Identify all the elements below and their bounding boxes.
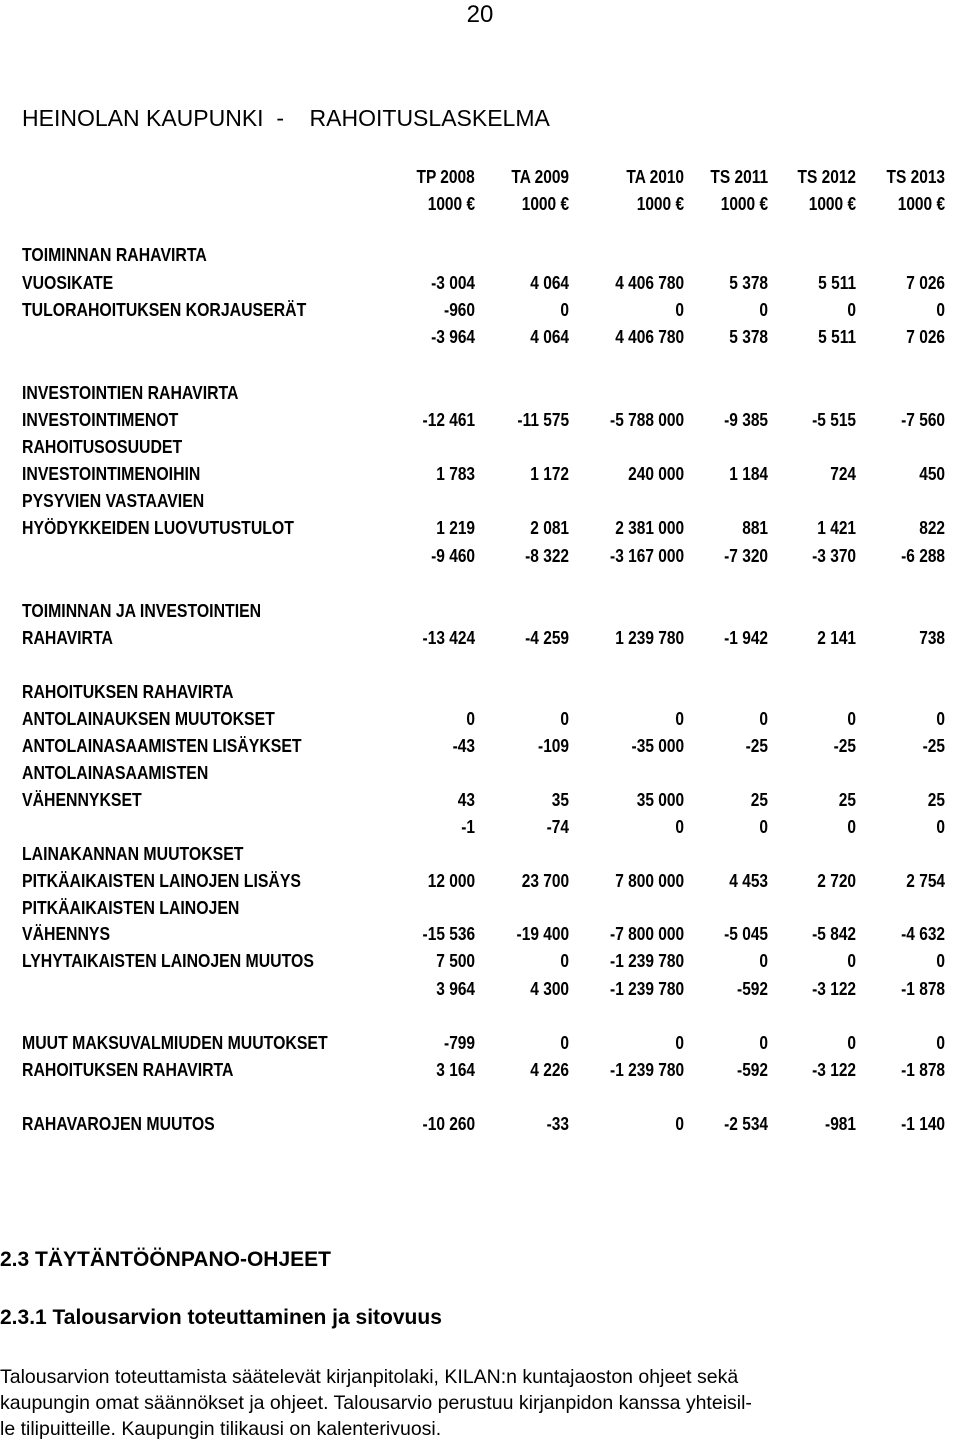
row-value: -3 167 000 — [609, 546, 684, 566]
row-label: LYHYTAIKAISTEN LAINOJEN MUUTOS — [22, 951, 314, 971]
row-value: 35 000 — [636, 790, 684, 810]
row-value: -592 — [737, 979, 768, 999]
row-value: -1 239 780 — [609, 1060, 684, 1080]
table-row — [0, 434, 960, 461]
row-value: 1 219 — [436, 518, 475, 538]
row-value: 5 511 — [818, 327, 856, 347]
row-label: INVESTOINTIMENOT — [22, 410, 179, 430]
row-value: 0 — [936, 817, 945, 837]
column-unit: 1000 € — [521, 194, 569, 214]
row-value: 0 — [675, 1033, 684, 1053]
row-label: RAHOITUKSEN RAHAVIRTA — [22, 1060, 234, 1080]
row-value: -35 000 — [631, 736, 684, 756]
row-label: RAHOITUSOSUUDET — [22, 437, 183, 457]
row-value: -109 — [538, 736, 569, 756]
column-year: TS 2013 — [886, 167, 945, 187]
row-value: 0 — [560, 300, 569, 320]
table-row — [0, 679, 960, 706]
row-value: -12 461 — [422, 410, 475, 430]
row-label: VUOSIKATE — [22, 273, 114, 293]
table-row — [0, 461, 960, 488]
row-label: INVESTOINTIEN RAHAVIRTA — [22, 383, 239, 403]
row-label: ANTOLAINASAAMISTEN — [22, 763, 209, 783]
row-value: 2 141 — [817, 628, 856, 648]
row-value: -5 788 000 — [609, 410, 684, 430]
row-value: 0 — [847, 1033, 856, 1053]
row-value: 23 700 — [521, 871, 569, 891]
row-value: 881 — [742, 518, 768, 538]
row-value: -15 536 — [422, 924, 475, 944]
table-row — [0, 948, 960, 975]
row-value: 7 500 — [436, 951, 475, 971]
row-value: 0 — [936, 1033, 945, 1053]
column-year: TA 2009 — [511, 167, 569, 187]
row-label: RAHAVAROJEN MUUTOS — [22, 1114, 215, 1134]
column-unit: 1000 € — [636, 194, 684, 214]
row-value: -9 460 — [431, 546, 475, 566]
row-value: -4 632 — [901, 924, 945, 944]
table-row — [0, 270, 960, 297]
row-value: 2 381 000 — [615, 518, 684, 538]
row-value: 0 — [560, 709, 569, 729]
table-row — [0, 921, 960, 948]
row-label: TOIMINNAN RAHAVIRTA — [22, 245, 207, 265]
row-value: 0 — [759, 1033, 768, 1053]
table-row — [0, 895, 960, 922]
row-value: -5 842 — [812, 924, 856, 944]
row-value: 7 026 — [906, 273, 945, 293]
row-value: 240 000 — [628, 464, 684, 484]
row-value: -7 560 — [901, 410, 945, 430]
row-label: MUUT MAKSUVALMIUDEN MUUTOKSET — [22, 1033, 328, 1053]
table-row — [0, 598, 960, 625]
row-value: 0 — [560, 951, 569, 971]
table-row — [0, 625, 960, 652]
row-value: 4 064 — [530, 273, 569, 293]
table-row — [0, 515, 960, 542]
section-heading: 2.3 TÄYTÄNTÖÖNPANO-OHJEET — [0, 1248, 331, 1271]
row-value: -3 964 — [431, 327, 475, 347]
row-value: -10 260 — [422, 1114, 475, 1134]
row-label: TULORAHOITUKSEN KORJAUSERÄT — [22, 300, 307, 320]
row-value: -5 045 — [724, 924, 768, 944]
table-row — [0, 488, 960, 515]
table-row — [0, 543, 960, 570]
row-value: 5 511 — [818, 273, 856, 293]
row-value: 0 — [936, 709, 945, 729]
column-unit: 1000 € — [808, 194, 856, 214]
row-value: 0 — [675, 817, 684, 837]
row-value: 4 453 — [729, 871, 768, 891]
page-number: 20 — [466, 1, 494, 28]
row-value: -1 878 — [901, 1060, 945, 1080]
row-value: 0 — [560, 1033, 569, 1053]
table-row — [0, 787, 960, 814]
table-row — [0, 1057, 960, 1084]
row-value: 0 — [675, 709, 684, 729]
table-row — [0, 297, 960, 324]
row-value: 2 081 — [530, 518, 569, 538]
row-value: -13 424 — [422, 628, 475, 648]
row-label: TOIMINNAN JA INVESTOINTIEN — [22, 601, 262, 621]
row-value: 0 — [847, 709, 856, 729]
row-value: 0 — [759, 951, 768, 971]
row-value: 25 — [927, 790, 945, 810]
row-value: 4 226 — [530, 1060, 569, 1080]
row-value: -74 — [546, 817, 569, 837]
row-value: 4 406 780 — [615, 273, 684, 293]
row-value: 0 — [675, 300, 684, 320]
row-value: 0 — [936, 951, 945, 971]
row-value: -25 — [833, 736, 856, 756]
row-value: 25 — [838, 790, 856, 810]
row-value: 3 964 — [436, 979, 475, 999]
row-value: 0 — [936, 300, 945, 320]
row-value: 12 000 — [427, 871, 475, 891]
row-value: -1 239 780 — [609, 951, 684, 971]
row-value: -1 140 — [901, 1114, 945, 1134]
row-value: 4 406 780 — [615, 327, 684, 347]
row-label: ANTOLAINASAAMISTEN LISÄYKSET — [22, 736, 302, 756]
column-unit: 1000 € — [427, 194, 475, 214]
table-row — [0, 706, 960, 733]
row-value: 1 783 — [436, 464, 475, 484]
row-label: ANTOLAINAUKSEN MUUTOKSET — [22, 709, 275, 729]
row-label: VÄHENNYS — [22, 924, 111, 944]
table-row — [0, 841, 960, 868]
column-unit: 1000 € — [720, 194, 768, 214]
row-value: -5 515 — [812, 410, 856, 430]
row-value: 0 — [847, 300, 856, 320]
column-year: TS 2011 — [710, 167, 768, 187]
table-row — [0, 976, 960, 1003]
row-value: -799 — [444, 1033, 475, 1053]
row-label: INVESTOINTIMENOIHIN — [22, 464, 201, 484]
row-value: -43 — [452, 736, 475, 756]
column-headers — [0, 164, 960, 220]
table-row — [0, 407, 960, 434]
row-value: -3 004 — [431, 273, 475, 293]
table-row — [0, 1030, 960, 1057]
row-value: -7 800 000 — [609, 924, 684, 944]
table-row — [0, 814, 960, 841]
row-value: -3 370 — [812, 546, 856, 566]
row-value: 5 378 — [729, 273, 768, 293]
row-value: -2 534 — [724, 1114, 768, 1134]
table-row — [0, 380, 960, 407]
row-value: -11 575 — [517, 410, 569, 430]
row-value: -25 — [922, 736, 945, 756]
row-value: 2 754 — [906, 871, 945, 891]
row-value: 724 — [830, 464, 856, 484]
row-label: PITKÄAIKAISTEN LAINOJEN LISÄYS — [22, 871, 301, 891]
column-year: TP 2008 — [416, 167, 475, 187]
row-value: -1 — [461, 817, 475, 837]
column-year: TS 2012 — [797, 167, 856, 187]
row-value: -1 239 780 — [609, 979, 684, 999]
row-label: RAHAVIRTA — [22, 628, 113, 648]
table-row — [0, 733, 960, 760]
row-value: -6 288 — [901, 546, 945, 566]
row-value: -3 122 — [812, 979, 856, 999]
row-label: PITKÄAIKAISTEN LAINOJEN — [22, 898, 240, 918]
row-value: 5 378 — [729, 327, 768, 347]
row-value: 7 026 — [906, 327, 945, 347]
row-value: -33 — [546, 1114, 569, 1134]
row-label: VÄHENNYKSET — [22, 790, 142, 810]
row-value: -1 942 — [724, 628, 768, 648]
row-label: PYSYVIEN VASTAAVIEN — [22, 491, 205, 511]
row-value: 4 300 — [530, 979, 569, 999]
row-label: RAHOITUKSEN RAHAVIRTA — [22, 682, 234, 702]
row-value: 450 — [919, 464, 945, 484]
row-value: -1 878 — [901, 979, 945, 999]
row-value: 4 064 — [530, 327, 569, 347]
row-value: -8 322 — [525, 546, 569, 566]
table-row — [0, 1111, 960, 1138]
row-value: -7 320 — [724, 546, 768, 566]
paragraph-line: Talousarvion toteuttamista säätelevät kirjanpitolaki, KILAN:n kuntajaoston ohjeet sekä — [0, 1366, 739, 1388]
row-value: 0 — [466, 709, 475, 729]
row-value: -3 122 — [812, 1060, 856, 1080]
row-label: LAINAKANNAN MUUTOKSET — [22, 844, 244, 864]
row-value: 0 — [759, 817, 768, 837]
row-value: 738 — [919, 628, 945, 648]
page-title: HEINOLAN KAUPUNKI - RAHOITUSLASKELMA — [22, 105, 550, 131]
row-value: 25 — [750, 790, 768, 810]
table-row — [0, 324, 960, 351]
row-label: HYÖDYKKEIDEN LUOVUTUSTULOT — [22, 518, 294, 538]
row-value: 0 — [847, 951, 856, 971]
table-row — [0, 242, 960, 269]
row-value: 0 — [847, 817, 856, 837]
subsection-heading: 2.3.1 Talousarvion toteuttaminen ja sitovuus — [0, 1306, 442, 1329]
table-row — [0, 760, 960, 787]
row-value: 2 720 — [817, 871, 856, 891]
paragraph-line: le tilipuitteille. Kaupungin tilikausi on kalenterivuosi. — [0, 1418, 442, 1440]
row-value: 1 172 — [530, 464, 569, 484]
row-value: -4 259 — [525, 628, 569, 648]
row-value: 1 184 — [729, 464, 768, 484]
paragraph-line: kaupungin omat säännökset ja ohjeet. Talousarvio perustuu kirjanpidon kanssa yhteisil- — [0, 1392, 752, 1414]
row-value: 35 — [551, 790, 569, 810]
row-value: 7 800 000 — [615, 871, 684, 891]
row-value: -592 — [737, 1060, 768, 1080]
body-paragraph — [0, 1364, 950, 1442]
column-year: TA 2010 — [626, 167, 684, 187]
row-value: -9 385 — [724, 410, 768, 430]
row-value: 3 164 — [436, 1060, 475, 1080]
row-value: 1 239 780 — [615, 628, 684, 648]
row-value: 822 — [919, 518, 945, 538]
column-unit: 1000 € — [897, 194, 945, 214]
row-value: 0 — [675, 1114, 684, 1134]
row-value: -19 400 — [516, 924, 569, 944]
table-row — [0, 868, 960, 895]
row-value: -981 — [825, 1114, 856, 1134]
row-value: 43 — [457, 790, 475, 810]
row-value: 0 — [759, 709, 768, 729]
row-value: -960 — [444, 300, 475, 320]
row-value: 1 421 — [817, 518, 856, 538]
row-value: -25 — [745, 736, 768, 756]
row-value: 0 — [759, 300, 768, 320]
